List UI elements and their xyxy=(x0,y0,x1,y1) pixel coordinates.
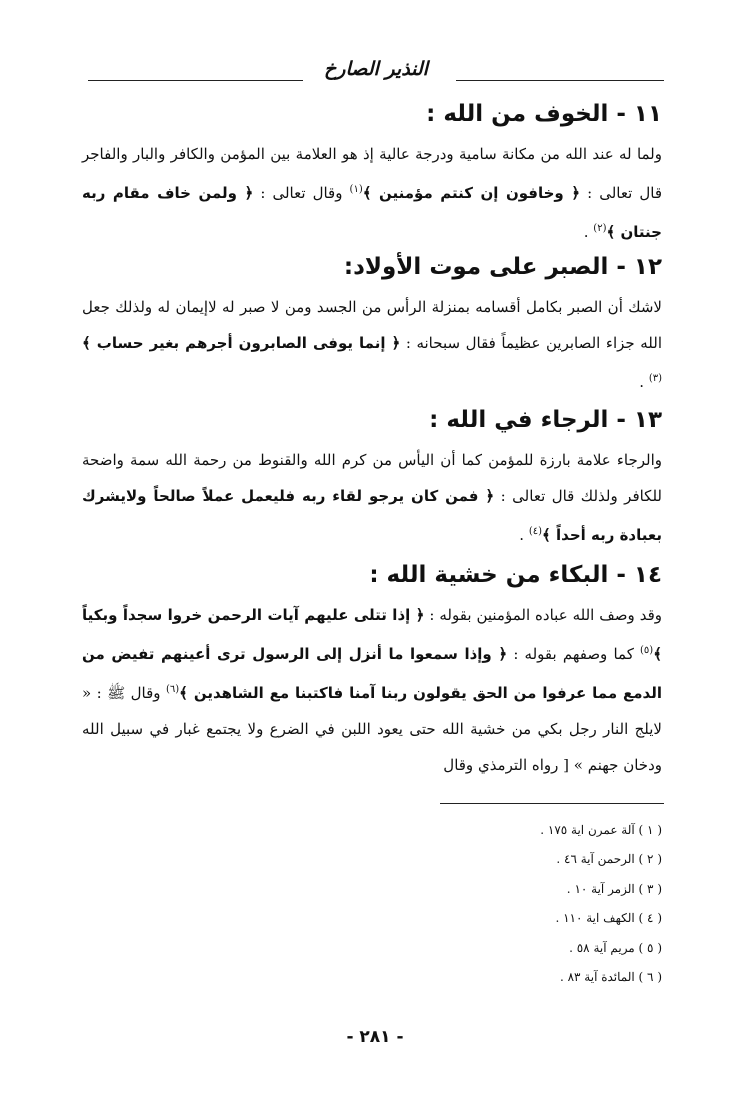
quran-quote: ﴿ وإذا سمعوا ما أنزل إلى الرسول ترى أعينهم تفيض من الدمع مما عرفوا من الحق يقولون ربنا آمنا فاكتبنا مع الشاهدين ﴾ xyxy=(82,645,662,702)
section-heading-hope: ١٣ - الرجاء في الله : xyxy=(429,407,662,433)
footnote-ref: (٤) xyxy=(528,526,542,537)
footnote-ref: (٢) xyxy=(593,223,607,234)
page-number: - ٢٨١ - xyxy=(346,1027,404,1047)
paragraph-text: وقد وصف الله عباده المؤمنين بقوله : xyxy=(424,606,662,624)
footnote-ref: (٦) xyxy=(165,684,180,695)
quran-quote: ﴿ ولمن خاف مقام ربه جنتان ﴾ xyxy=(82,184,662,241)
paragraph-text: وقال تعالى : xyxy=(253,184,350,202)
paragraph-text: . xyxy=(639,373,649,391)
footnote-item: ( ٦ ) المائدة آية ٨٣ . xyxy=(559,969,662,984)
paragraph-text: كما وصفهم بقوله : xyxy=(507,645,641,663)
footnote-item: ( ٥ ) مريم آية ٥٨ . xyxy=(569,940,662,955)
paragraph-text: لاشك أن الصبر بكامل أقسامه بمنزلة الرأس من الجسد ومن لا صبر له لاإيمان له ولذلك جعل الله جزاء الصابرين عظيماً فقال سبحانه : xyxy=(82,298,662,352)
footnote-ref: (٣) xyxy=(648,373,662,384)
paragraph-text: والرجاء علامة بارزة للمؤمن كما أن اليأس من كرم الله والقنوط من رحمة الله سمة واضحة للكافر ولذلك قال تعالى : xyxy=(82,451,663,505)
paragraph-text: ولما له عند الله من مكانة سامية ودرجة عالية إذ هو العلامة بين المؤمن والكافر والبار والفاجر قال تعالى : xyxy=(82,145,662,202)
footnote-item: ( ١ ) آلة عمرن اية ١٧٥ . xyxy=(540,823,662,837)
quran-quote: ﴿ إنما يوفى الصابرون أجرهم بغير حساب ﴾ xyxy=(82,334,401,352)
quran-quote: ﴿ فمن كان يرجو لقاء ربه فليعمل عملاً صالحاً ولايشرك بعبادة ربه أحداً ﴾ xyxy=(82,487,662,544)
running-title: النذير الصارخ xyxy=(324,58,428,80)
quran-quote: ﴿ وخافون إن كنتم مؤمنين ﴾ xyxy=(362,184,581,202)
paragraph-text: . xyxy=(519,526,529,544)
footnote-ref: (١) xyxy=(349,184,363,195)
section-heading-patience: ١٢ - الصبر على موت الأولاد: xyxy=(343,254,662,280)
section-paragraph-patience xyxy=(82,289,662,400)
section-heading-weeping: ١٤ - البكاء من خشية الله : xyxy=(369,562,662,588)
section-paragraph-fear xyxy=(82,136,662,250)
header-rule-right xyxy=(456,80,664,81)
footnote-item: ( ٣ ) الزمر آية ١٠ . xyxy=(566,881,662,896)
section-heading-fear: ١١ - الخوف من الله : xyxy=(426,101,662,127)
footnote-ref: (٥) xyxy=(640,645,654,656)
section-paragraph-hope xyxy=(82,442,662,553)
footnote-separator xyxy=(440,803,664,804)
quran-quote: ﴿ إذا تتلى عليهم آيات الرحمن خروا سجداً وبكياً ﴾ xyxy=(82,606,662,663)
paragraph-text: . xyxy=(583,223,594,241)
section-paragraph-weeping xyxy=(82,597,662,783)
paragraph-text: وقال ﷺ : « لايلج النار رجل بكي من خشية الله حتى يعود اللبن في الضرع ولا يجتمع غبار في سبيل الله ودخان جهنم » [ رواه الترمذي وقال xyxy=(82,684,662,774)
running-header xyxy=(88,58,664,88)
footnote-item: ( ٤ ) الكهف اية ١١٠ . xyxy=(555,911,662,926)
footnotes-list xyxy=(86,816,662,992)
footnote-item: ( ٢ ) الرحمن آية ٤٦ . xyxy=(556,852,662,867)
header-rule-left xyxy=(88,80,303,81)
